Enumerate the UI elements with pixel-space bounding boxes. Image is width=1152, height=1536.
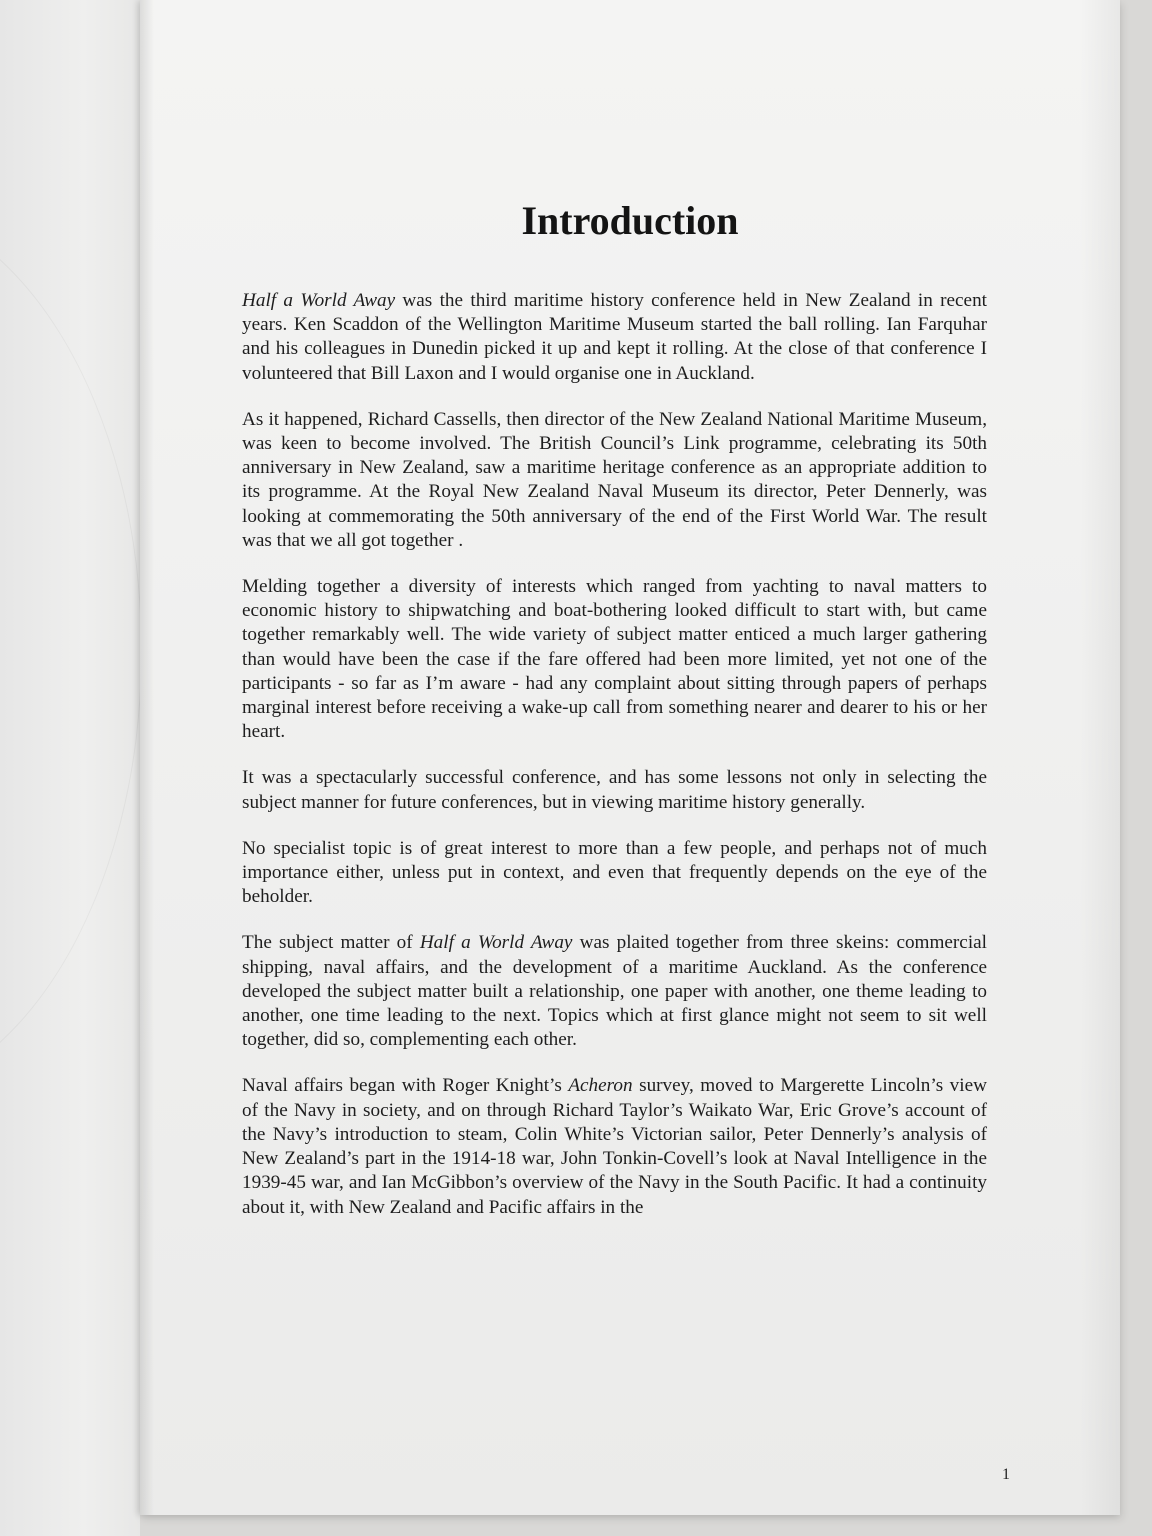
body-text [242,289,987,1242]
paragraph-text: Naval affairs began with Roger Knight’s [242,1075,569,1097]
paragraph [242,289,987,386]
paragraph-text: Melding together a diversity of interests which ranged from yachting to naval matters to economic history to shipwatching and boat-bothering looked difficult to start with, but came together remarkably well. The wide variety of subject matter enticed a much larger gathering than would have been the case if the fare offered had been more limited, yet not one of the participants - so far as I’m aware - had any complaint about sitting through papers of perhaps marginal interest before receiving a wake-up call from something nearer and dearer to his or her heart. [242,576,987,743]
page-title: Introduction [521,198,739,243]
paragraph-text: was plaited together from three skeins: commercial shipping, naval affairs, and the development of a maritime Auckland. As the conference developed the subject matter built a relationship, one paper with another, one theme leading to another, one time leading to the next. Topics which at first glance might not seem to sit well together, did so, complementing each other. [242,932,988,1051]
italic-title-text: Acheron [568,1075,633,1097]
page-number: 1 [1002,1466,1010,1483]
book-page [140,0,1120,1515]
paragraph [242,931,987,1052]
paragraph [242,837,987,910]
paragraph-text: The subject matter of [242,932,420,954]
paragraph-text: It was a spectacularly successful conference, and has some lessons not only in selecting the subject manner for future conferences, but in viewing maritime history generally. [242,767,987,813]
paragraph-text: was the third maritime history conference held in New Zealand in recent years. Ken Scaddon of the Wellington Maritime Museum started the ball rolling. Ian Farquhar and his colleagues in Dunedin picked it up and kept it rolling. At the close of that conference I volunteered that Bill Laxon and I would organise one in Auckland. [242,290,987,384]
facing-page-faint-arc [0,200,142,1102]
paragraph [242,408,987,553]
paragraph [242,766,987,814]
facing-page [0,0,140,1536]
paragraph-text: survey, moved to Margerette Lincoln’s view of the Navy in society, and on through Richard Taylor’s Waikato War, Eric Grove’s account of the Navy’s introduction to steam, Colin White’s Victorian sailor, Peter Dennerly’s analysis of New Zealand’s part in the 1914-18 war, John Tonkin-Covell’s look at Naval Intelligence in the 1939-45 war, and Ian McGibbon’s overview of the Navy in the South Pacific. It had a continuity about it, with New Zealand and Pacific affairs in the [242,1075,987,1218]
italic-title-text: Half a World Away [419,932,573,954]
paragraph [242,1074,987,1219]
paragraph-text: No specialist topic is of great interest to more than a few people, and perhaps not of much importance either, unless put in context, and even that frequently depends on the eye of the beholder. [242,837,987,908]
italic-title-text: Half a World Away [242,290,396,311]
paragraph-text: As it happened, Richard Cassells, then director of the New Zealand National Maritime Museum, was keen to become involved. The British Council’s Link programme, celebrating its 50th anniversary in New Zealand, saw a maritime heritage conference as an appropriate addition to its programme. At the Royal New Zealand Naval Museum its director, Peter Dennerly, was looking at commemorating the 50th anniversary of the end of the First World War. The result was that we all got together . [242,408,987,551]
paragraph [242,575,987,744]
